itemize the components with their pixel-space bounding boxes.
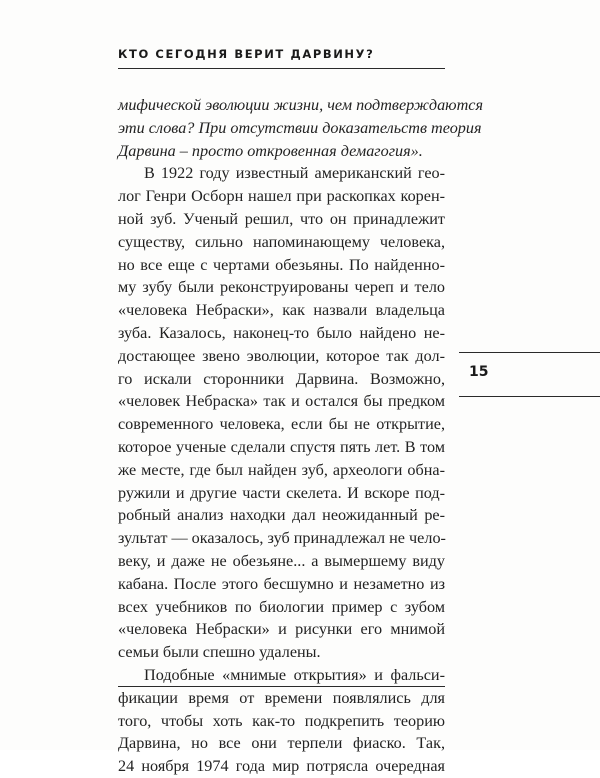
- text-line: эти слова? При отсутствии доказательств теория: [118, 118, 482, 137]
- footer-rule: [118, 686, 445, 687]
- text-line: робный анализ находки дал неожиданный ре-: [118, 506, 445, 525]
- text-line: веку, и даже не обезьяне... а вымершему виду: [118, 551, 445, 570]
- text-line: мифической эволюции жизни, чем подтверждаются: [118, 96, 483, 114]
- paragraph-false-discoveries: [118, 664, 445, 778]
- page-number-box: [459, 352, 600, 398]
- text-line: современного человека, если бы не открытие,: [118, 415, 445, 434]
- text-line: которое ученые сделали спустя пять лет. В том: [118, 437, 445, 456]
- text-line: го искали сторонники Дарвина. Возможно,: [118, 369, 445, 388]
- text-line: зуба. Казалось, наконец-то было найдено не-: [118, 323, 445, 342]
- text-line: фикации время от времени появлялись для: [118, 688, 445, 707]
- text-line: Дарвина, но все они терпели фиаско. Так,: [118, 734, 445, 753]
- text-line: того, чтобы хоть как-то подкрепить теорию: [118, 711, 445, 730]
- text-line: достающее звено эволюции, которое так дол-: [118, 346, 445, 365]
- text-line: лог Генри Осборн нашел при раскопках корен-: [118, 187, 445, 206]
- folio-rule-bottom: [459, 396, 600, 397]
- text-line: ной зуб. Ученый решил, что он принадлежит: [118, 209, 445, 228]
- text-line: существу, сильно напоминающему человека,: [118, 232, 445, 251]
- text-line: ружили и другие части скелета. И вскоре под-: [118, 483, 445, 502]
- text-line: зультат — оказалось, зуб принадлежал не чело-: [118, 529, 446, 548]
- text-line: всех учебников по биологии пример с зубом: [118, 597, 445, 616]
- text-line: 24 ноября 1974 года мир потрясла очередная: [118, 757, 445, 776]
- quote-continuation: [118, 94, 483, 162]
- text-line: семьи были спешно удалены.: [118, 643, 321, 662]
- text-line: «человека Небраски» и рисунки его мнимой: [118, 620, 445, 639]
- text-line: кабана. После этого бесшумно и незаметно из: [118, 574, 445, 593]
- folio-rule-top: [459, 352, 600, 353]
- text-line: же месте, где был найден зуб, археологи обна-: [118, 460, 445, 479]
- text-line: В 1922 году известный американский гео-: [144, 164, 445, 183]
- running-head-title: КТО СЕГОДНЯ ВЕРИТ ДАРВИНУ?: [118, 47, 375, 61]
- text-line: но все еще с чертами обезьяны. По найденно-: [118, 255, 445, 274]
- text-line: «человека Небраски», как назвали владельца: [118, 301, 445, 320]
- page-number: 15: [469, 364, 489, 380]
- text-line: му зубу были реконструированы череп и тело: [118, 278, 445, 297]
- text-line: Дарвина – просто откровенная демагогия».: [118, 141, 423, 160]
- paragraph-nebraska-man: [118, 162, 445, 664]
- text-line: Подобные «мнимые открытия» и фальси-: [144, 665, 445, 684]
- text-line: «человек Небраска» так и остался бы предком: [118, 392, 445, 411]
- header-rule: [118, 68, 445, 69]
